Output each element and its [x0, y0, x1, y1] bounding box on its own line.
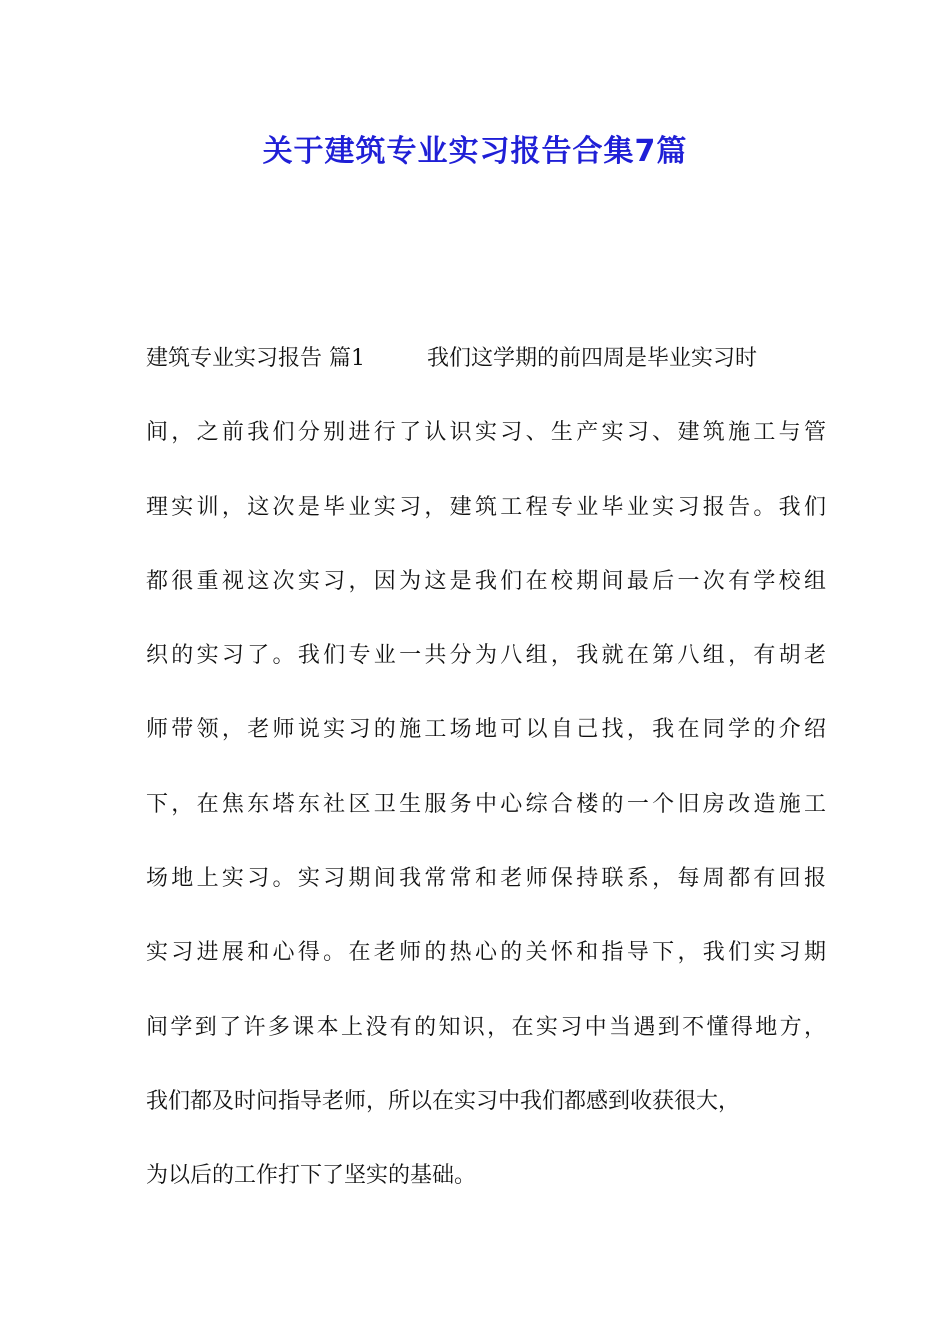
section-heading: 建筑专业实习报告 篇1: [146, 346, 365, 371]
body-line-3: 理实训，这次是毕业实习，建筑工程专业毕业实习报告。我们: [146, 494, 826, 520]
body-line-2: 间，之前我们分别进行了认识实习、生产实习、建筑施工与管: [146, 420, 826, 446]
body-line-6: 师带领，老师说实习的施工场地可以自己找，我在同学的介绍: [146, 717, 826, 743]
document-title: 关于建筑专业实习报告合集7篇: [262, 134, 688, 169]
body-line-7: 下，在焦东塔东社区卫生服务中心综合楼的一个旧房改造施工: [146, 791, 826, 817]
body-line-1-text: 我们这学期的前四周是毕业实习时: [427, 346, 758, 371]
body-line-1: [146, 340, 826, 414]
body-line-4: 都很重视这次实习，因为这是我们在校期间最后一次有学校组: [146, 568, 826, 594]
body-line-8: 场地上实习。实习期间我常常和老师保持联系，每周都有回报: [146, 866, 826, 892]
body-line-9: 实习进展和心得。在老师的热心的关怀和指导下，我们实习期: [146, 940, 826, 966]
document-body: [146, 340, 826, 1232]
body-line-11: 我们都及时问指导老师，所以在实习中我们都感到收获很大，: [146, 1088, 741, 1114]
body-line-5: 织的实习了。我们专业一共分为八组，我就在第八组，有胡老: [146, 643, 826, 669]
body-line-10: 间学到了许多课本上没有的知识，在实习中当遇到不懂得地方，: [146, 1014, 826, 1040]
body-line-12: 为以后的工作打下了坚实的基础。: [146, 1163, 477, 1189]
